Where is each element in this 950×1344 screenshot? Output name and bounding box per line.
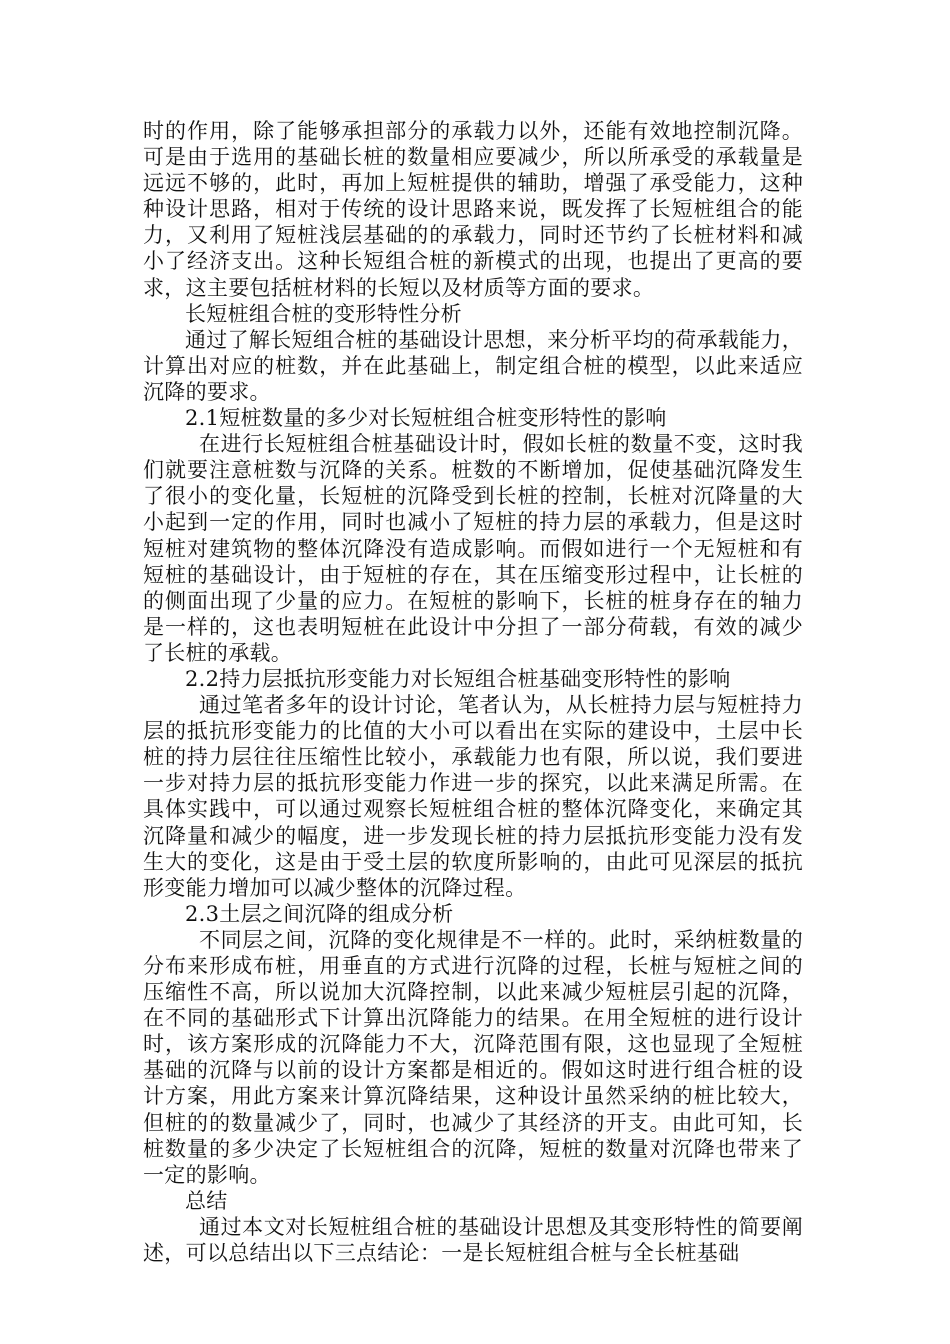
section-heading: 长短桩组合桩的变形特性分析 xyxy=(185,301,462,326)
section-heading: 2.1短桩数量的多少对长短桩组合桩变形特性的影响 xyxy=(185,406,667,431)
body-paragraph: 不同层之间，沉降的变化规律是不一样的。此时，采纳桩数量的分布来形成布桩，用垂直的方式进行沉降的过程，长桩与短桩之间的压缩性不高，所以说加大沉降控制，以此来减少短桩层引起的沉降，在不同的基础形式下计算出沉降能力的结果。在用全短桩的进行设计时，该方案形成的沉降能力不大，沉降范围有限，这也显现了全短桩基础的沉降与以前的设计方案都是相近的。假如这时进行组合桩的设计方案，用此方案来计算沉降结果，这种设计虽然采纳的桩比较大，但桩的的数量减少了，同时，也减少了其经济的开支。由此可知，长桩数量的多少决定了长短桩组合的沉降，短桩的数量对沉降也带来了一定的影响。 xyxy=(143,927,803,1187)
body-paragraph: 通过了解长短组合桩的基础设计思想，来分析平均的荷承载能力，计算出对应的桩数，并在此基础上，制定组合桩的模型，以此来适应沉降的要求。 xyxy=(143,327,803,404)
body-paragraph: 在进行长短桩组合桩基础设计时，假如长桩的数量不变，这时我们就要注意桩数与沉降的关系。桩数的不断增加，促使基础沉降发生了很小的变化量，长短桩的沉降受到长桩的控制，长桩对沉降量的大小起到一定的作用，同时也减小了短桩的持力层的承载力，但是这时短桩对建筑物的整体沉降没有造成影响。而假如进行一个无短桩和有短桩的基础设计，由于短桩的存在，其在压缩变形过程中，让长桩的的侧面出现了少量的应力。在短桩的影响下，长桩的桩身存在的轴力是一样的，这也表明短桩在此设计中分担了一部分荷载，有效的减少了长桩的承载。 xyxy=(143,432,803,665)
section-heading: 2.2持力层抵抗形变能力对长短组合桩基础变形特性的影响 xyxy=(185,666,731,691)
body-paragraph: 时的作用，除了能够承担部分的承载力以外，还能有效地控制沉降。可是由于选用的基础长桩的数量相应要减少，所以所承受的承载量是远远不够的，此时，再加上短桩提供的辅助，增强了承受能力，这种种设计思路，相对于传统的设计思路来说，既发挥了长短桩组合的能力，又利用了短桩浅层基础的的承载力，同时还节约了长桩材料和减小了经济支出。这种长短组合桩的新模式的出现，也提出了更高的要求，这主要包括桩材料的长短以及材质等方面的要求。 xyxy=(143,119,803,300)
section-heading: 2.3土层之间沉降的组成分析 xyxy=(185,901,454,926)
body-paragraph: 通过笔者多年的设计讨论，笔者认为，从长桩持力层与短桩持力层的抵抗形变能力的比值的大小可以看出在实际的建设中，土层中长桩的持力层往往压缩性比较小，承载能力也有限，所以说，我们要进一步对持力层的抵抗形变能力作进一步的探究，以此来满足所需。在具体实践中，可以通过观察长短桩组合桩的整体沉降变化，来确定其沉降量和减少的幅度，进一步发现长桩的持力层抵抗形变能力没有发生大的变化，这是由于受土层的软度所影响的，由此可见深层的抵抗形变能力增加可以减少整体的沉降过程。 xyxy=(143,693,803,900)
document-page xyxy=(143,118,803,1266)
section-heading: 总结 xyxy=(185,1188,228,1213)
body-paragraph: 通过本文对长短桩组合桩的基础设计思想及其变形特性的简要阐述，可以总结出以下三点结论：一是长短桩组合桩与全长桩基础 xyxy=(143,1214,803,1266)
